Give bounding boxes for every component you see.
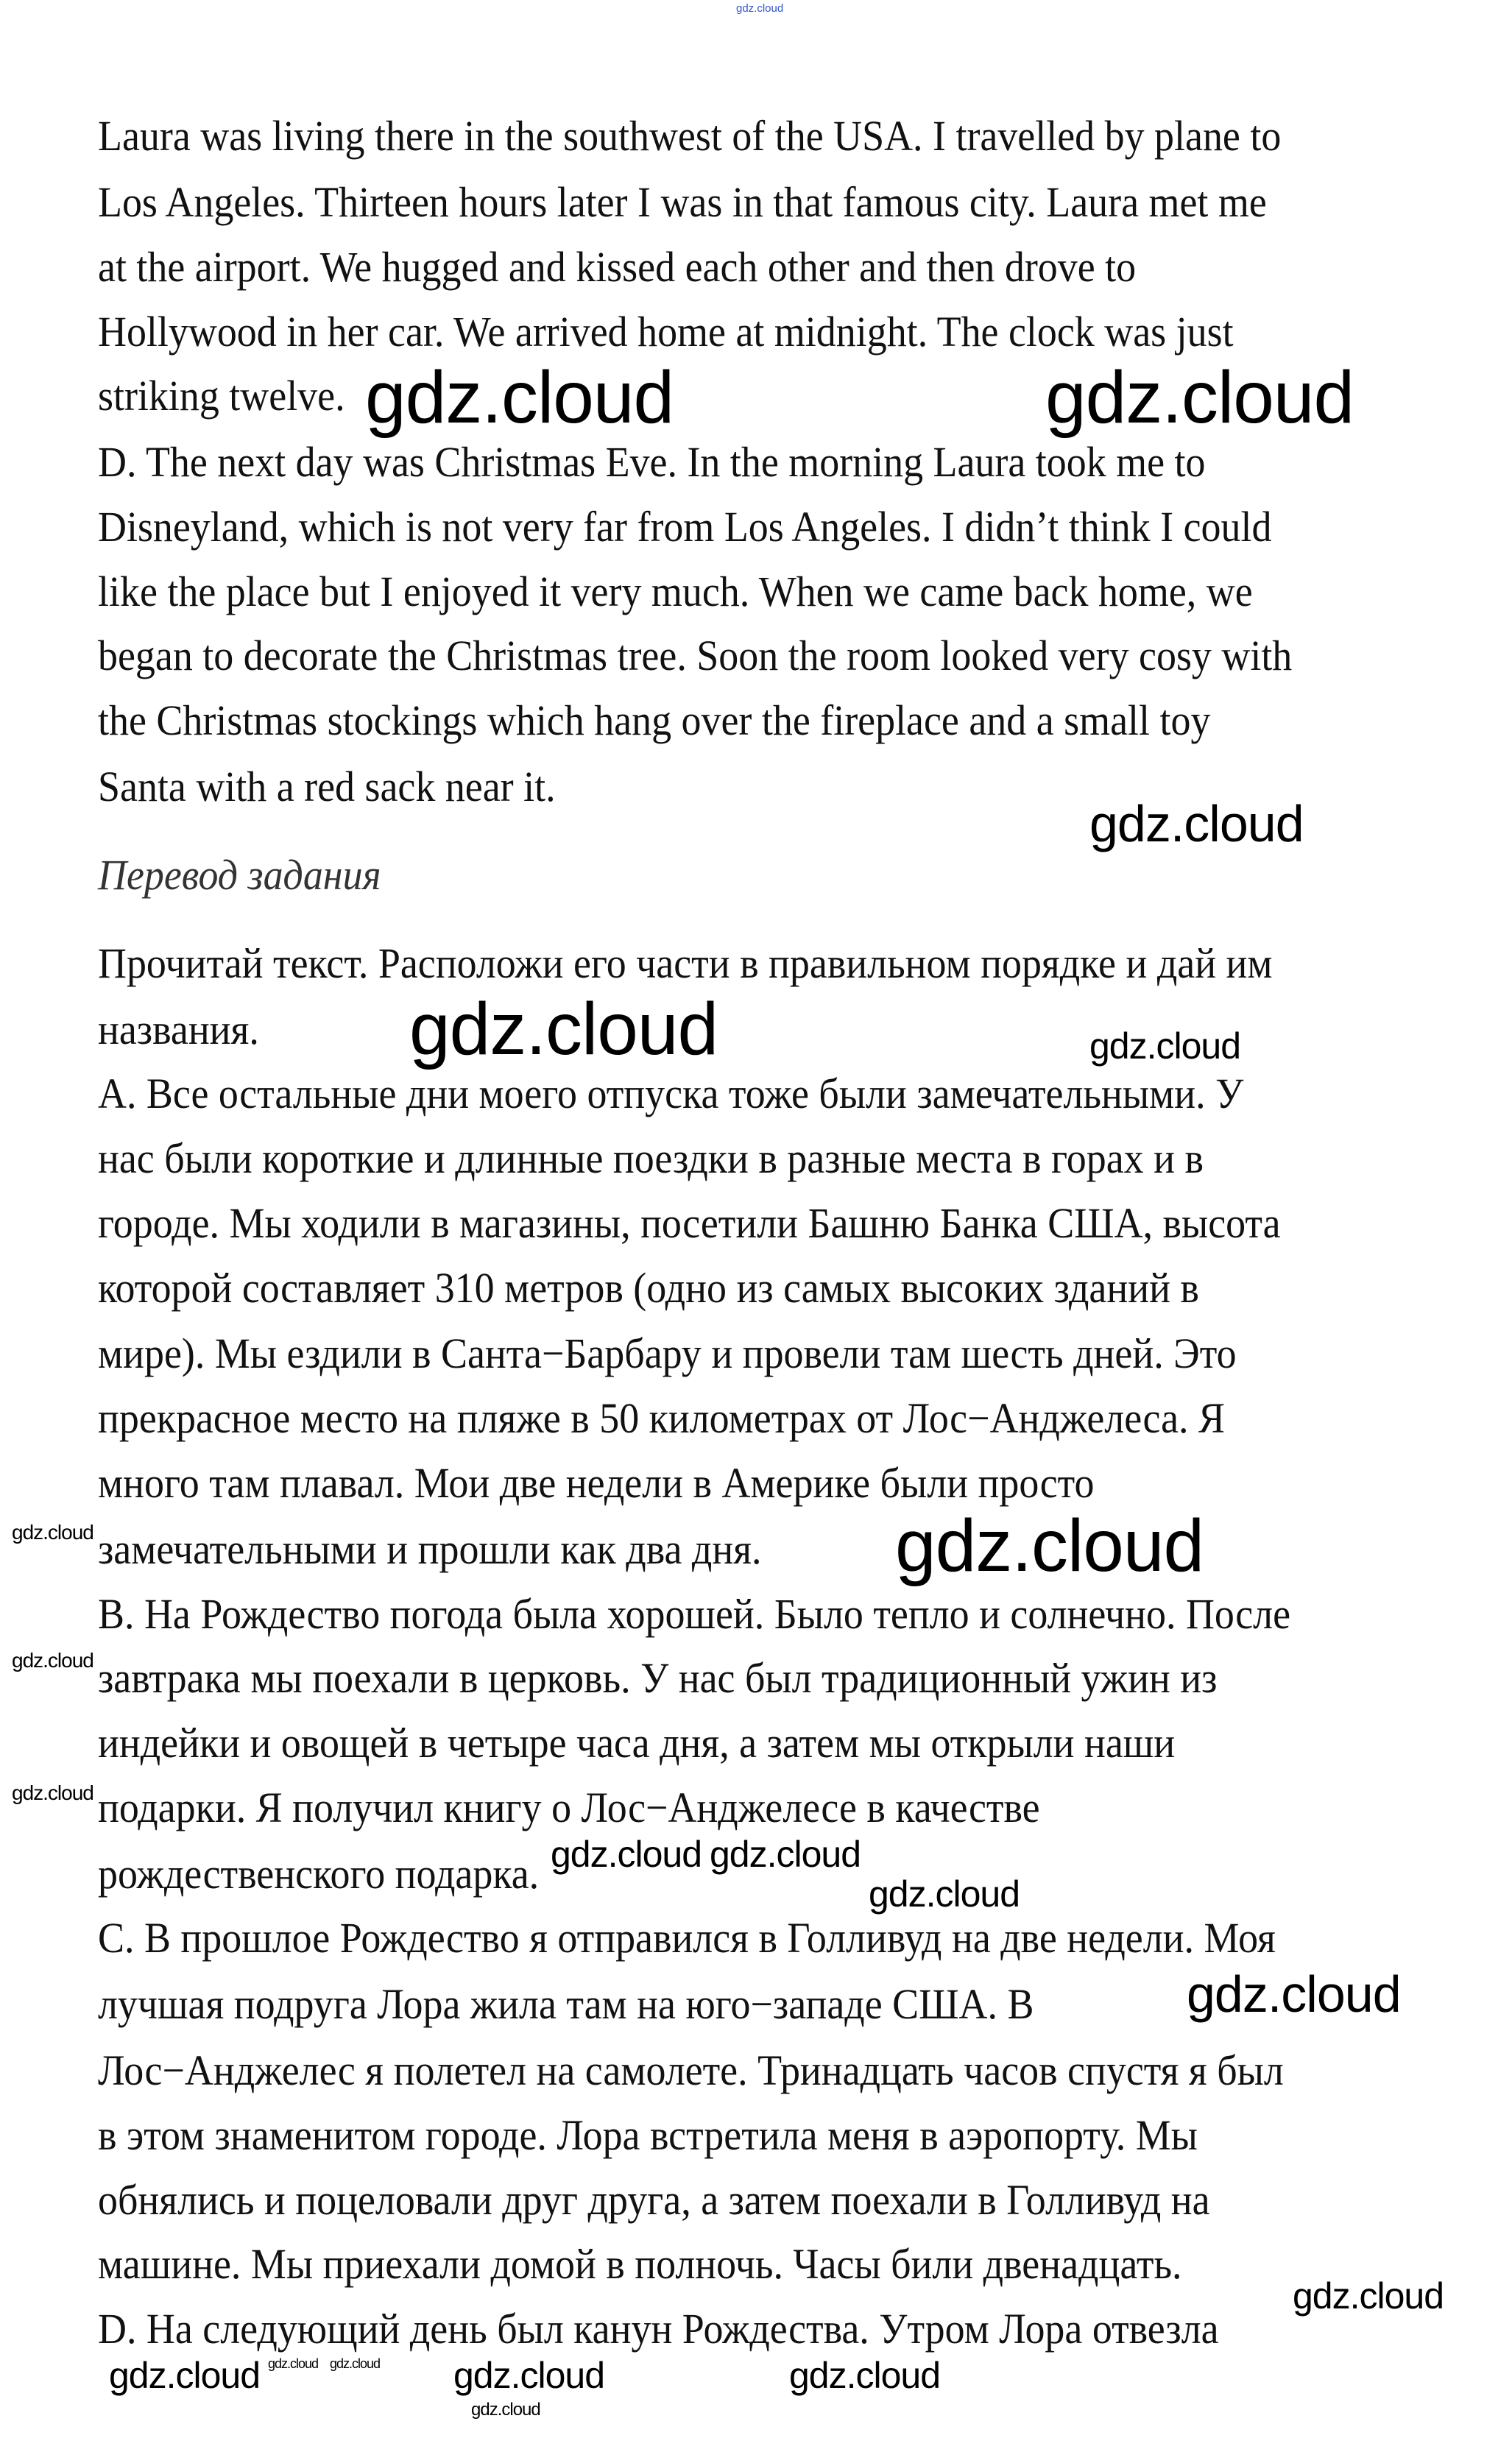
russian-text-line: A. Все остальные дни моего отпуска тоже были замечательными. У	[98, 1070, 1244, 1118]
russian-text-line: нас были короткие и длинные поездки в разные места в горах и в	[98, 1134, 1204, 1183]
russian-text-line: замечательными и прошли как два дня.	[98, 1524, 762, 1573]
watermark-text: gdz.cloud	[471, 2400, 540, 2420]
watermark-text: gdz.cloud	[551, 1834, 702, 1875]
english-text-line: striking twelve.	[98, 372, 345, 420]
russian-text-line: городе. Мы ходили в магазины, посетили Башню Банка США, высота	[98, 1198, 1281, 1247]
english-text-line: Laura was living there in the southwest of the USA. I travelled by plane to	[98, 112, 1282, 160]
header-watermark: gdz.cloud	[736, 2, 784, 15]
russian-text-line: завтрака мы поехали в церковь. У нас был традиционный ужин из	[98, 1654, 1218, 1703]
watermark-text: gdz.cloud	[1045, 356, 1354, 439]
english-text-line: Hollywood in her car. We arrived home at midnight. The clock was just	[98, 307, 1234, 356]
russian-text-line: лучшая подруга Лора жила там на юго−западе США. В	[98, 1980, 1034, 2029]
russian-text-line: которой составляет 310 метров (одно из самых высоких зданий в	[98, 1263, 1199, 1312]
english-text-line: began to decorate the Christmas tree. Soon the room looked very cosy with	[98, 632, 1293, 680]
russian-text-line: Прочитай текст. Расположи его части в правильном порядке и дай им	[98, 939, 1273, 987]
russian-text-line: обнялись и поцеловали друг друга, а затем поехали в Голливуд на	[98, 2175, 1210, 2224]
russian-text-line: названия.	[98, 1005, 259, 1053]
russian-text-line: B. На Рождество погода была хорошей. Было тепло и солнечно. После	[98, 1589, 1291, 1638]
english-text-line: the Christmas stockings which hang over the fireplace and a small toy	[98, 696, 1211, 745]
watermark-text: gdz.cloud	[1293, 2275, 1444, 2317]
russian-text-line: индейки и овощей в четыре часа дня, а затем мы открыли наши	[98, 1718, 1176, 1767]
watermark-text: gdz.cloud	[789, 2355, 941, 2396]
watermark-text: gdz.cloud	[12, 1649, 93, 1672]
watermark-text: gdz.cloud	[1089, 795, 1304, 852]
watermark-text: gdz.cloud	[453, 2355, 605, 2396]
watermark-text: gdz.cloud	[365, 356, 674, 439]
watermark-text: gdz.cloud	[268, 2356, 319, 2371]
english-text-line: D. The next day was Christmas Eve. In the morning Laura took me to	[98, 438, 1206, 487]
russian-text-line: подарки. Я получил книгу о Лос−Анджелесе в качестве	[98, 1783, 1040, 1831]
watermark-text: gdz.cloud	[12, 1521, 93, 1544]
watermark-text: gdz.cloud	[1089, 1025, 1241, 1067]
english-text-line: Los Angeles. Thirteen hours later I was in that famous city. Laura met me	[98, 178, 1267, 227]
watermark-text: gdz.cloud	[12, 1781, 93, 1804]
russian-text-line: Лос−Анджелес я полетел на самолете. Тринадцать часов спустя я был	[98, 2046, 1284, 2095]
english-text-line: Santa with a red sack near it.	[98, 763, 556, 810]
russian-text-line: мире). Мы ездили в Санта−Барбару и провели там шесть дней. Это	[98, 1329, 1237, 1378]
russian-text-line: прекрасное место на пляже в 50 километрах от Лос−Анджелеса. Я	[98, 1394, 1225, 1443]
russian-text-line: рождественского подарка.	[98, 1849, 540, 1898]
english-text-line: at the airport. We hugged and kissed each other and then drove to	[98, 242, 1137, 291]
watermark-text: gdz.cloud	[895, 1505, 1204, 1587]
watermark-text: gdz.cloud	[1187, 1965, 1401, 2023]
english-text-line: like the place but I enjoyed it very much. When we came back home, we	[98, 567, 1253, 615]
russian-text-line: D. На следующий день был канун Рождества. Утром Лора отвезла	[98, 2305, 1219, 2353]
watermark-text: gdz.cloud	[109, 2355, 261, 2396]
english-text-line: Disneyland, which is not very far from Los Angeles. I didn’t think I could	[98, 502, 1272, 551]
russian-text-line: много там плавал. Мои две недели в Америке были просто	[98, 1458, 1095, 1507]
translation-heading: Перевод задания	[98, 850, 381, 899]
watermark-text: gdz.cloud	[330, 2356, 381, 2371]
watermark-text: gdz.cloud	[409, 988, 718, 1070]
watermark-text: gdz.cloud	[710, 1834, 861, 1875]
russian-text-line: C. В прошлое Рождество я отправился в Голливуд на две недели. Моя	[98, 1914, 1276, 1962]
watermark-text: gdz.cloud	[869, 1873, 1020, 1915]
russian-text-line: в этом знаменитом городе. Лора встретила меня в аэропорту. Мы	[98, 2110, 1198, 2159]
russian-text-line: машине. Мы приехали домой в полночь. Часы били двенадцать.	[98, 2240, 1182, 2289]
